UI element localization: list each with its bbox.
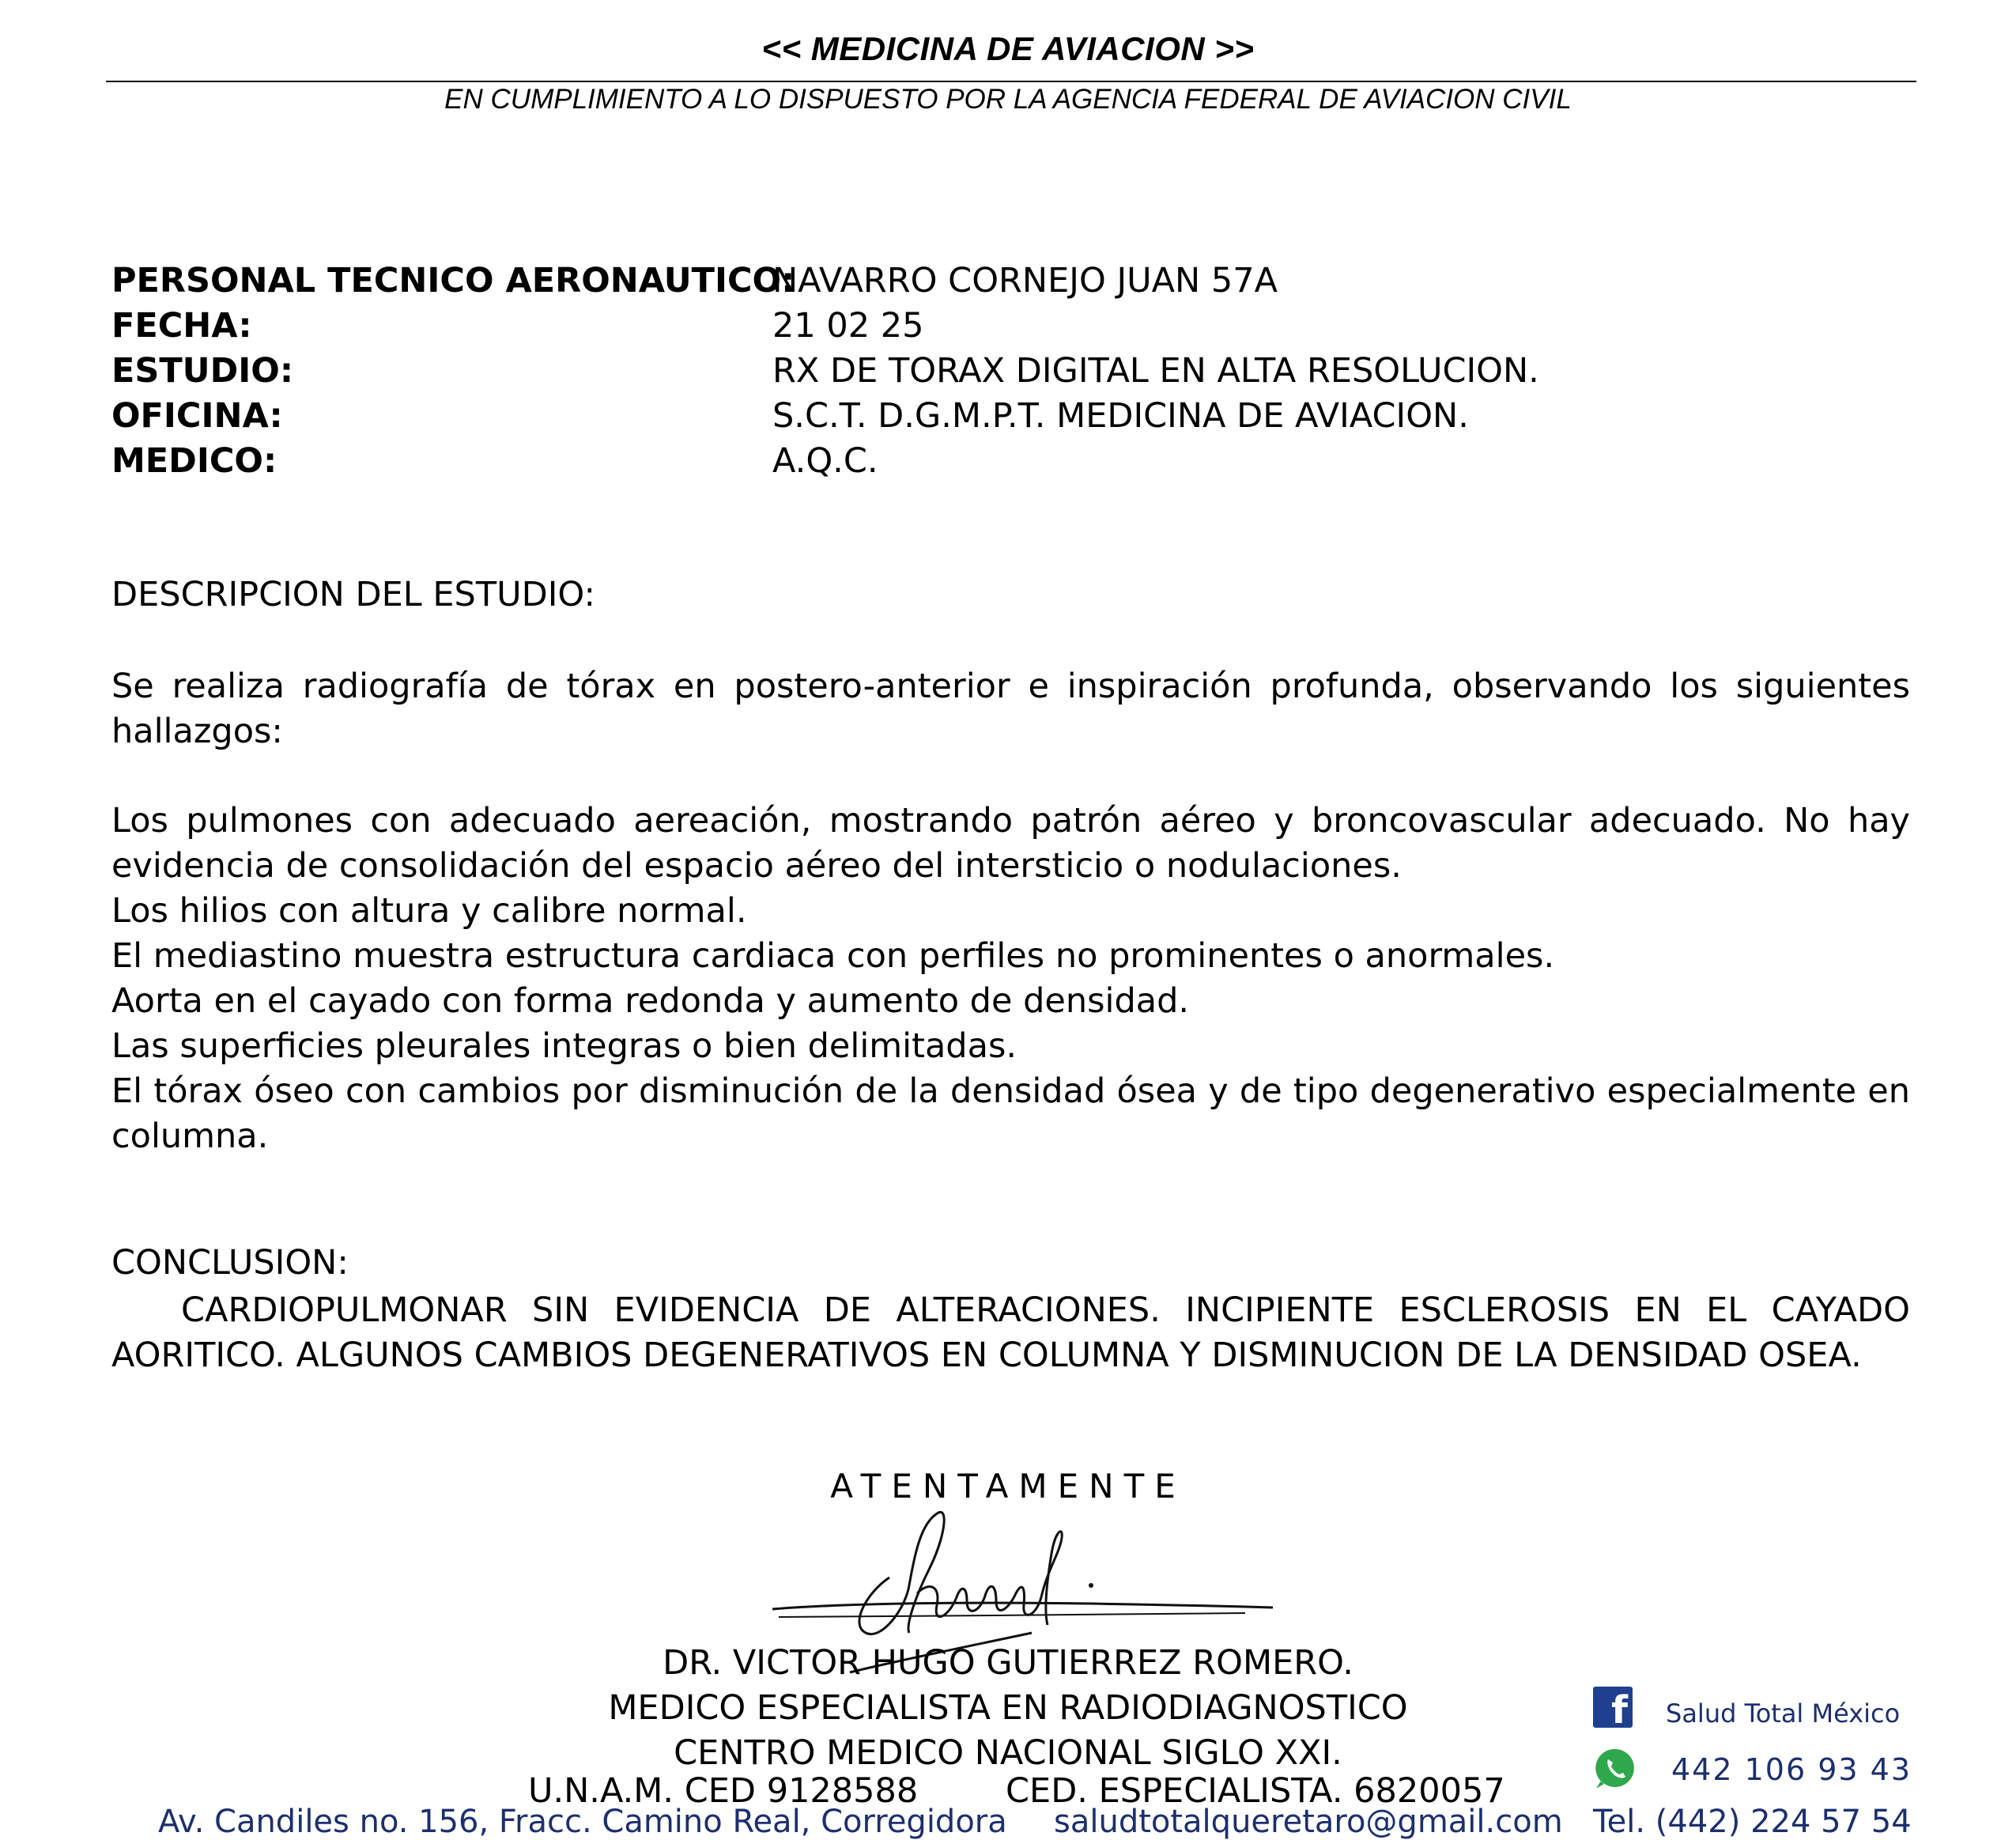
whatsapp-number: 442 106 93 43 <box>1671 1752 1912 1787</box>
conclusion-heading: CONCLUSION: <box>111 1243 349 1283</box>
whatsapp-icon <box>1593 1746 1637 1790</box>
description-intro <box>111 664 1910 754</box>
field-label-estudio: ESTUDIO: <box>111 351 294 391</box>
footer-email: saludtotalqueretaro@gmail.com <box>1054 1804 1563 1840</box>
report-subtitle: EN CUMPLIMIENTO A LO DISPUESTO POR LA AGENCIA FEDERAL DE AVIACION CIVIL <box>444 84 1572 115</box>
field-label-oficina: OFICINA: <box>111 396 283 436</box>
finding-item: Las superficies pleurales integras o bien delimitadas. <box>111 1026 1017 1066</box>
footer-phone: Tel. (442) 224 57 54 <box>1593 1804 1912 1840</box>
field-label-medico: MEDICO: <box>111 441 277 481</box>
description-heading: DESCRIPCION DEL ESTUDIO: <box>111 575 595 614</box>
conclusion-text <box>111 1288 1910 1378</box>
field-value-fecha: 21 02 25 <box>772 306 924 346</box>
field-value-medico: A.Q.C. <box>772 441 878 481</box>
report-title: << MEDICINA DE AVIACION >> <box>761 30 1255 67</box>
finding-item: El mediastino muestra estructura cardiaca con perfiles no prominentes o anormales. <box>111 936 1555 976</box>
doctor-specialty: MEDICO ESPECIALISTA EN RADIODIAGNOSTICO <box>608 1688 1408 1728</box>
doctor-institution: CENTRO MEDICO NACIONAL SIGLO XXI. <box>674 1733 1342 1773</box>
findings-list <box>111 799 1910 1159</box>
field-label-personal: PERSONAL TECNICO AERONAUTICO: <box>111 261 795 300</box>
footer-address: Av. Candiles no. 156, Fracc. Camino Real, Corregidora <box>158 1804 1007 1840</box>
closing-text: ATENTAMENTE <box>830 1467 1186 1506</box>
field-value-personal: NAVARRO CORNEJO JUAN 57A <box>772 261 1278 300</box>
field-label-fecha: FECHA: <box>111 306 252 346</box>
facebook-name: Salud Total México <box>1666 1698 1901 1729</box>
intro-paragraph: Se realiza radiografía de tórax en postero-anterior e inspiración profunda, observando los siguientes hallazgos: <box>111 667 1910 751</box>
ced-unam: U.N.A.M. CED 9128588 <box>528 1771 919 1811</box>
conclusion-paragraph: CARDIOPULMONAR SIN EVIDENCIA DE ALTERACIONES. INCIPIENTE ESCLEROSIS EN EL CAYADO AORITICO. ALGUNOS CAMBIOS DEGENERATIVOS EN COLUMNA Y DISMINUCION DE LA DENSIDAD OSEA. <box>111 1290 1910 1375</box>
header-divider <box>106 81 1916 82</box>
finding-item: El tórax óseo con cambios por disminución de la densidad ósea y de tipo degenerativo especialmente en columna. <box>111 1071 1910 1156</box>
finding-item: Los pulmones con adecuado aereación, mostrando patrón aéreo y broncovascular adecuado. No hay evidencia de consolidación del espacio aéreo del intersticio o nodulaciones. <box>111 801 1910 886</box>
finding-item: Los hilios con altura y calibre normal. <box>111 891 747 931</box>
ced-especialista: CED. ESPECIALISTA. 6820057 <box>1006 1771 1505 1811</box>
field-value-estudio: RX DE TORAX DIGITAL EN ALTA RESOLUCION. <box>772 351 1539 391</box>
doctor-name: DR. VICTOR HUGO GUTIERREZ ROMERO. <box>663 1643 1353 1683</box>
finding-item: Aorta en el cayado con forma redonda y aumento de densidad. <box>111 981 1190 1021</box>
field-value-oficina: S.C.T. D.G.M.P.T. MEDICINA DE AVIACION. <box>772 396 1469 436</box>
facebook-icon: f <box>1593 1687 1633 1728</box>
